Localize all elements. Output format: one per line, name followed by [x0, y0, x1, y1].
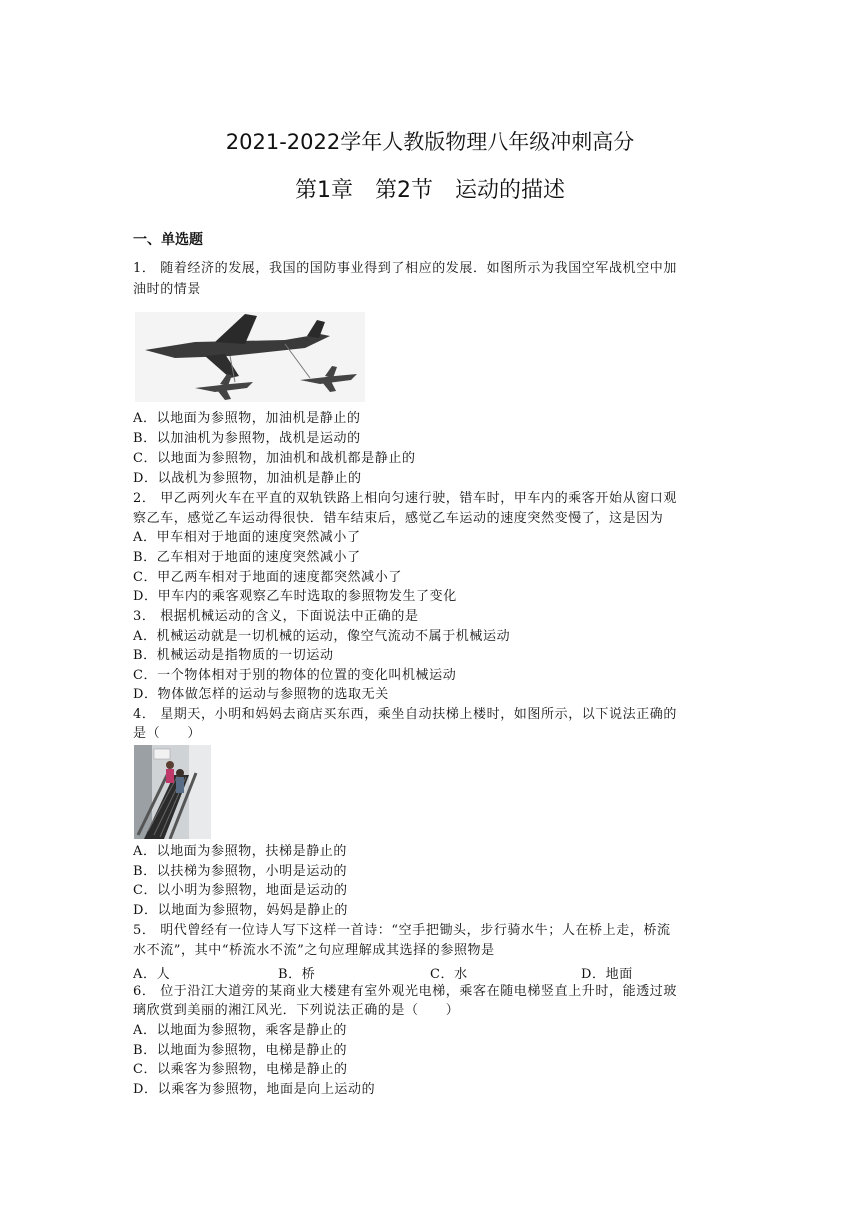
question-6-stem-line-1: 6． 位于沿江大道旁的某商业大楼建有室外观光电梯，乘客在随电梯竖直上升时，能透过玻 — [133, 984, 678, 999]
question-6-stem-line-2: 璃欣赏到美丽的湘江风光．下列说法正确的是（ ） — [133, 1003, 460, 1018]
question-5-option-d: D．地面 — [581, 967, 633, 982]
question-1-option-d: D．以战机为参照物，加油机是静止的 — [133, 471, 362, 486]
question-4-option-b: B．以扶梯为参照物，小明是运动的 — [133, 864, 348, 879]
question-6-option-a: A．以地面为参照物，乘客是静止的 — [133, 1023, 347, 1038]
question-2-option-b: B．乙车相对于地面的速度突然减小了 — [133, 550, 361, 565]
question-3-option-b: B．机械运动是指物质的一切运动 — [133, 648, 334, 663]
question-4-stem-line-1: 4． 星期天，小明和妈妈去商店买东西，乘坐自动扶梯上楼时，如图所示，以下说法正确的 — [133, 707, 678, 722]
question-3-stem-line-1: 3． 根据机械运动的含义，下面说法中正确的是 — [133, 609, 419, 624]
question-6-option-d: D．以乘客为参照物，地面是向上运动的 — [133, 1082, 376, 1097]
question-2-option-c: C．甲乙两车相对于地面的速度都突然减小了 — [133, 570, 402, 585]
question-2-option-a: A．甲车相对于地面的速度突然减小了 — [133, 530, 361, 545]
question-1-stem-line-1: 1． 随着经济的发展，我国的国防事业得到了相应的发展．如图所示为我国空军战机空中加 — [133, 261, 678, 276]
section-heading: 一、单选题 — [133, 232, 203, 248]
question-3-option-d: D．物体做怎样的运动与参照物的选取无关 — [133, 687, 389, 702]
question-2-stem-line-2: 察乙车，感觉乙车运动得很快．错车结束后，感觉乙车运动的速度突然变慢了，这是因为 — [133, 511, 664, 526]
escalator-photo-icon — [134, 745, 211, 839]
document-subtitle: 第1章 第2节 运动的描述 — [295, 178, 565, 203]
question-5-stem-line-2: 水不流”，其中“桥流水不流”之句应理解成其选择的参照物是 — [133, 943, 495, 958]
question-1-stem-line-2: 油时的情景 — [133, 282, 202, 297]
question-3-option-a: A．机械运动就是一切机械的运动，像空气流动不属于机械运动 — [133, 629, 511, 644]
question-5-option-c: C．水 — [430, 967, 468, 982]
question-2-option-d: D．甲车内的乘客观察乙车时选取的参照物发生了变化 — [133, 589, 457, 604]
question-1-option-b: B．以加油机为参照物，战机是运动的 — [133, 431, 361, 446]
question-2-stem-line-1: 2． 甲乙两列火车在平直的双轨铁路上相向匀速行驶，错车时，甲车内的乘客开始从窗口观 — [133, 491, 678, 506]
question-4-option-c: C．以小明为参照物，地面是运动的 — [133, 883, 348, 898]
question-4-option-a: A．以地面为参照物，扶梯是静止的 — [133, 844, 347, 859]
question-1-option-c: C．以地面为参照物，加油机和战机都是静止的 — [133, 451, 416, 466]
question-4-option-d: D．以地面为参照物，妈妈是静止的 — [133, 903, 349, 918]
question-3-option-c: C．一个物体相对于别的物体的位置的变化叫机械运动 — [133, 668, 457, 683]
question-6-option-c: C．以乘客为参照物，电梯是静止的 — [133, 1062, 348, 1077]
question-5-option-a: A．人 — [133, 967, 171, 982]
question-5-option-b: B．桥 — [278, 967, 316, 982]
question-5-stem-line-1: 5． 明代曾经有一位诗人写下这样一首诗：“空手把锄头，步行骑水牛；人在桥上走，桥流 — [133, 923, 671, 938]
question-6-option-b: B．以地面为参照物，电梯是静止的 — [133, 1043, 348, 1058]
question-1-option-a: A．以地面为参照物，加油机是静止的 — [133, 411, 361, 426]
document-title: 2021-2022学年人教版物理八年级冲刺高分 — [225, 130, 635, 154]
question-4-stem-line-2: 是（ ） — [133, 726, 202, 741]
aircraft-refueling-photo-icon — [135, 312, 365, 402]
